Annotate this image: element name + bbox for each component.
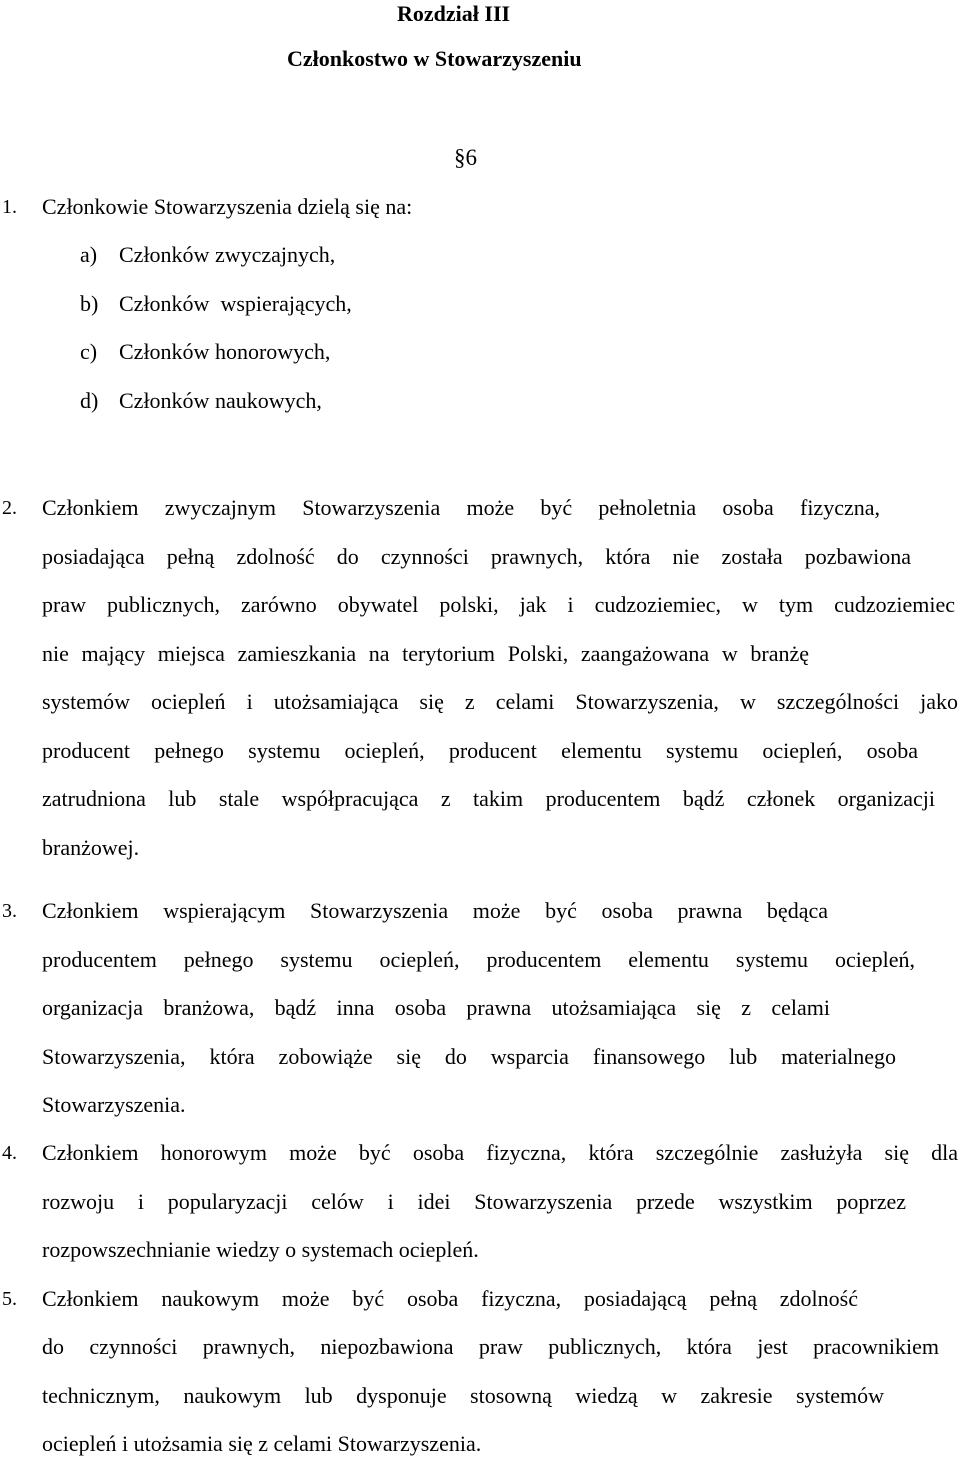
paragraph-line: branżowej. [42, 835, 140, 860]
paragraph-line: Członkiem wspierającym Stowarzyszenia może być osoba prawna będąca [42, 898, 828, 923]
subitem-text: Członków zwyczajnych, [119, 242, 336, 267]
paragraph-line: zatrudniona lub stale współpracująca z takim producentem bądź członek organizacji [42, 786, 935, 811]
paragraph-line: organizacja branżowa, bądź inna osoba prawna utożsamiająca się z celami [42, 995, 830, 1020]
subitem-letter: d) [80, 388, 99, 413]
paragraph-line: Członkiem honorowym może być osoba fizyczna, która szczególnie zasłużyła się dla [42, 1140, 958, 1165]
item-number: 1. [2, 196, 17, 218]
subitem-letter: c) [80, 339, 98, 364]
paragraph-line: systemów ociepleń i utożsamiająca się z celami Stowarzyszenia, w szczególności jako [42, 689, 958, 714]
subitem-text: Członków honorowych, [119, 339, 331, 364]
subitem-text: Członków naukowych, [119, 388, 322, 413]
item-number: 3. [2, 900, 17, 922]
paragraph-line: posiadająca pełną zdolność do czynności prawnych, która nie została pozbawiona [42, 544, 911, 569]
paragraph-line: nie mający miejsca zamieszkania na terytorium Polski, zaangażowana w branżę [42, 641, 809, 666]
paragraph-line: producent pełnego systemu ociepleń, producent elementu systemu ociepleń, osoba [42, 738, 918, 763]
paragraph-line: Stowarzyszenia. [42, 1092, 186, 1117]
paragraph-line: Członkiem naukowym może być osoba fizyczna, posiadającą pełną zdolność [42, 1286, 858, 1311]
paragraph-line: ociepleń i utożsamia się z celami Stowarzyszenia. [42, 1431, 482, 1456]
item-1-text: Członkowie Stowarzyszenia dzielą się na: [42, 194, 413, 219]
subitem-letter: b) [80, 291, 99, 316]
paragraph-line: praw publicznych, zarówno obywatel polski, jak i cudzoziemiec, w tym cudzoziemiec [42, 592, 955, 617]
paragraph-line: producentem pełnego systemu ociepleń, producentem elementu systemu ociepleń, [42, 947, 915, 972]
chapter-title: Rozdział III [397, 1, 511, 26]
section-number: §6 [454, 145, 477, 170]
chapter-subtitle: Członkostwo w Stowarzyszeniu [287, 46, 582, 71]
item-number: 5. [2, 1288, 17, 1310]
item-number: 4. [2, 1142, 17, 1164]
subitem-text: Członków wspierających, [119, 291, 352, 316]
subitem-letter: a) [80, 242, 98, 267]
paragraph-line: rozwoju i popularyzacji celów i idei Stowarzyszenia przede wszystkim poprzez [42, 1189, 906, 1214]
paragraph-line: do czynności prawnych, niepozbawiona praw publicznych, która jest pracownikiem [42, 1334, 939, 1359]
paragraph-line: technicznym, naukowym lub dysponuje stosowną wiedzą w zakresie systemów [42, 1383, 884, 1408]
paragraph-line: Stowarzyszenia, która zobowiąże się do wsparcia finansowego lub materialnego [42, 1044, 896, 1069]
paragraph-line: rozpowszechnianie wiedzy o systemach ociepleń. [42, 1237, 479, 1262]
paragraph-line: Członkiem zwyczajnym Stowarzyszenia może być pełnoletnia osoba fizyczna, [42, 495, 880, 520]
item-number: 2. [2, 497, 17, 519]
